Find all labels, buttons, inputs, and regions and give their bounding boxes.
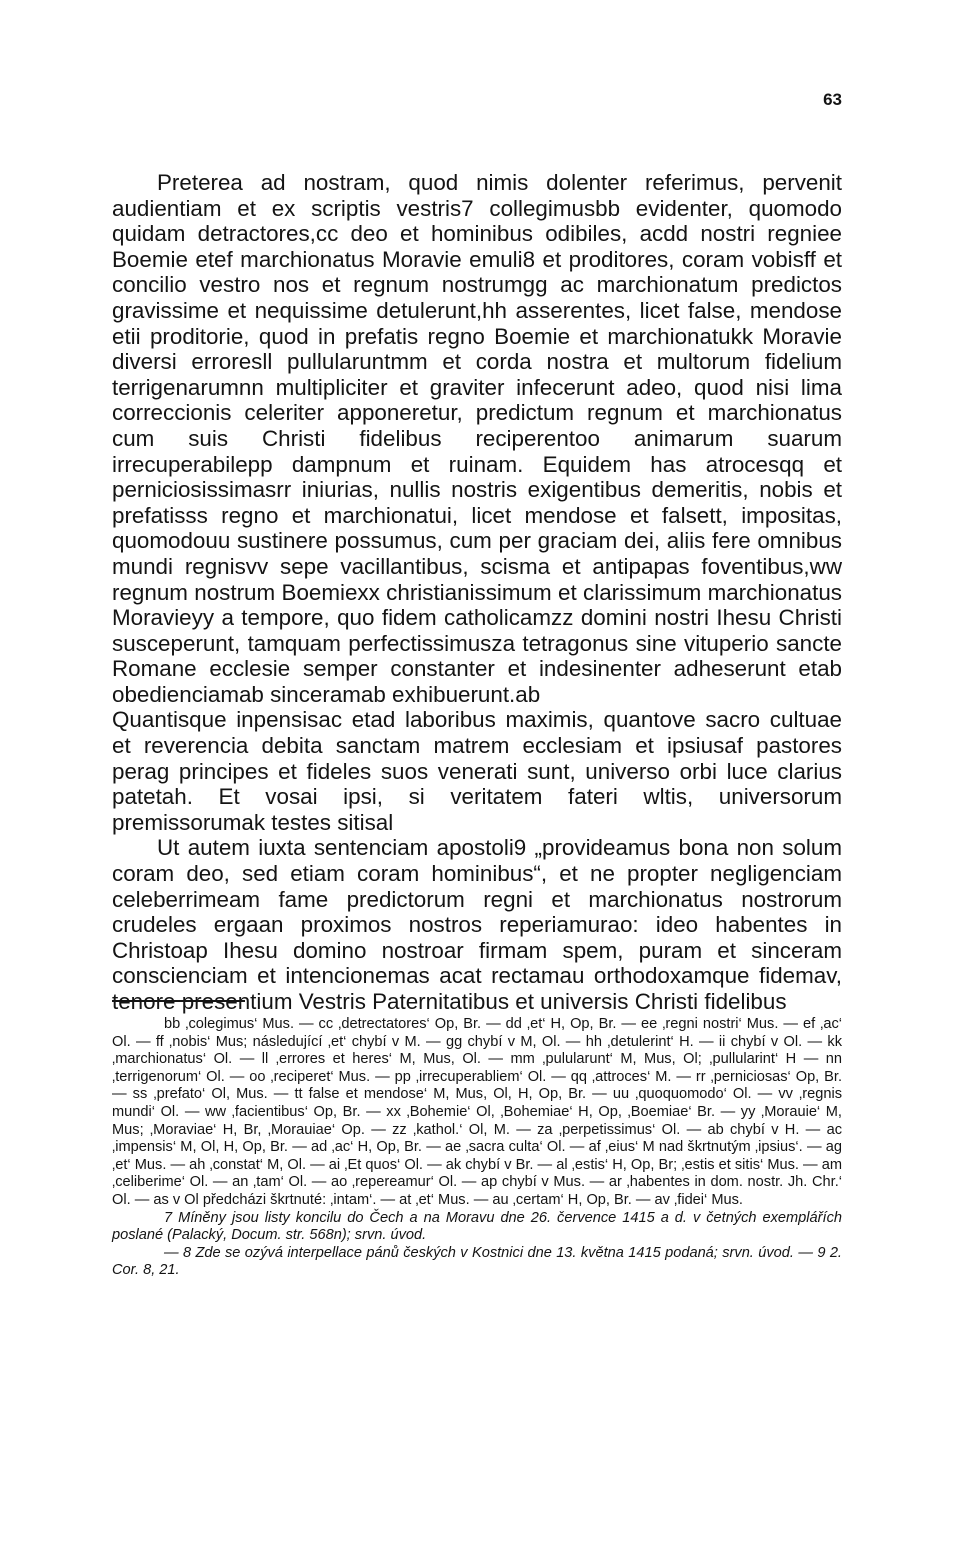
apparatus-variants: bb ‚colegimus‘ Mus. — cc ‚detrectatores‘ Op, Br. — dd ‚et‘ H, Op, Br. — ee ‚regni nostri‘ Mus. — ef ‚ac‘ Ol. — ff ‚nobis‘ Mus; následující ‚et‘ chybí v M. — gg chybí v M, Ol. — hh ‚detulerint‘ H. — ii chybí v Ol. — kk ‚marchionatus‘ Ol. — ll ‚errores et heres‘ M, Mus, Ol. — mm ‚pulularunt‘ M, Mus, Ol; ‚pullularint‘ H — nn ‚terrigenorum‘ Ol. — oo ‚reciperet‘ Mus. — pp ‚irrecuperabliem‘ Ol. — qq ‚attroces‘ M. — rr ‚perniciosas‘ Op, Br. — ss ‚prefato‘ Ol, Mus. — tt false et mendose‘ M, Mus, Ol, H, Op, Br. — uu ‚quoquomodo‘ Ol. — vv ‚regnis mundi‘ Ol. — ww ‚facientibus‘ Op, Br. — xx ‚Bohemie‘ Ol, ‚Bohemiae‘ H, Op, ‚Boemiae‘ Br. — yy ‚Morauie‘ M, Mus; ‚Moraviae‘ H, Br, ‚Morauiae‘ Op. — zz ‚kathol.‘ Ol, M. — za ‚perpetissimus‘ Ol. — ab chybí v H. — ac ‚impensis‘ M, Ol, H, Op, Br. — ad ‚ac‘ H, Op, Br. — ae ‚sacra culta‘ Ol. — af ‚eius‘ M nad škrtnutým ‚ipsius‘. — ag ‚et‘ Mus. — ah ‚constat‘ M, Ol. — ai ‚Et quos‘ Ol. — ak chybí v Br. — al ‚estis‘ H, Op, Br; ‚estis et sitis‘ Mus. — am ‚celiberime‘ Ol. — an ‚tam‘ Ol. — ao ‚repereamur‘ Ol. — ap chybí v Mus. — ar ‚habentes in dom. nostr. Jh. Chr.‘ Ol. — as v Ol předcházi škrtnuté: ‚intam‘. — at ‚et‘ Mus. — au ‚certam‘ H, Op, Br. — av ‚fidei‘ Mus. — [112, 1016, 842, 1208]
body-paragraph-1: Preterea ad nostram, quod nimis dolenter referimus, pervenit audientiam et ex scriptis vestris7 collegimusbb evidenter, quomodo quidam detractores,cc deo et hominibus odibiles, acdd nostri regniee Boemie etef marchionatus Moravie emuli8 et proditores, coram vobisff et concilio vestro nos et regnum nostrumgg ac marchionatum predictos gravissime et nequissime detulerunt,hh asserentes, licet false, mendose etii proditorie, quod in prefatis regno Boemie et marchionatukk Moravie diversi erroresll pullularuntmm et corda nostra et multorum fidelium terrigenarumnn multipliciter et graviter infecerunt adeo, quod nisi lima correccionis celeriter apponeretur, predictum regnum et marchionatus cum suis Christi fidelibus reciperentoo animarum suarum irrecuperabilepp dampnum et ruinam. Equidem has atrocesqq et perniciosissimasrr iniurias, nullis nostris exigentibus demeritis, nobis et prefatisss regno et marchionatui, licet mendose et falsett, impositas, quomodouu sustinere possumus, cum per graciam dei, aliis fere omnibus mundi regnisvv sepe vacillantibus, scisma et antipapas foventibus,ww regnum nostrum Boemiexx christianissimum et clarissimum marchionatus Moravieyy a tempore, quo fidem catholicamzz domini nostri Ihesu Christi susceperunt, tamquam perfectissimusza tetragonus sine vituperio sancte Romane ecclesie semper constanter et indesinenter adheserunt etab obedienciamab sinceramab exhibuerunt.ab — [112, 170, 842, 707]
footnote-divider — [112, 1000, 245, 1002]
footnote-7: 7 Míněny jsou listy koncilu do Čech a na Moravu dne 26. července 1415 a d. v četných exemplářích poslané (Palacký, Docum. str. 568n); srvn. úvod. — [112, 1209, 842, 1244]
main-text — [112, 170, 842, 1015]
page-number: 63 — [823, 90, 842, 109]
body-paragraph-2: Quantisque inpensisac etad laboribus maximis, quantove sacro cultuae et reverencia debita sanctam matrem ecclesiam et ipsiusaf pastores perag principes et fideles suos venerati sunt, universo orbi luce clarius patetah. Et vosai ipsi, si veritatem fateri wltis, universorum premissorumak testes sitisal — [112, 707, 842, 835]
body-paragraph-3: Ut autem iuxta sentenciam apostoli9 „provideamus bona non solum coram deo, sed etiam coram hominibus“, et ne propter negligenciam celeberrimeam fame predictorum regni et marchionatus nostrorum crudeles ergaan proximos nostros reperiamurao: ideo habentes in Christoap Ihesu domino nostroar firmam spem, puram et sinceram conscienciam et intencionemas acat rectamau orthodoxamque fidemav, tenore presentium Vestris Paternitatibus et universis Christi fidelibus — [112, 835, 842, 1014]
footnote-8-9: — 8 Zde se ozývá interpellace pánů českých v Kostnici dne 13. května 1415 podaná; srvn. úvod. — 9 2. Cor. 8, 21. — [112, 1244, 842, 1279]
critical-apparatus — [112, 1016, 842, 1280]
